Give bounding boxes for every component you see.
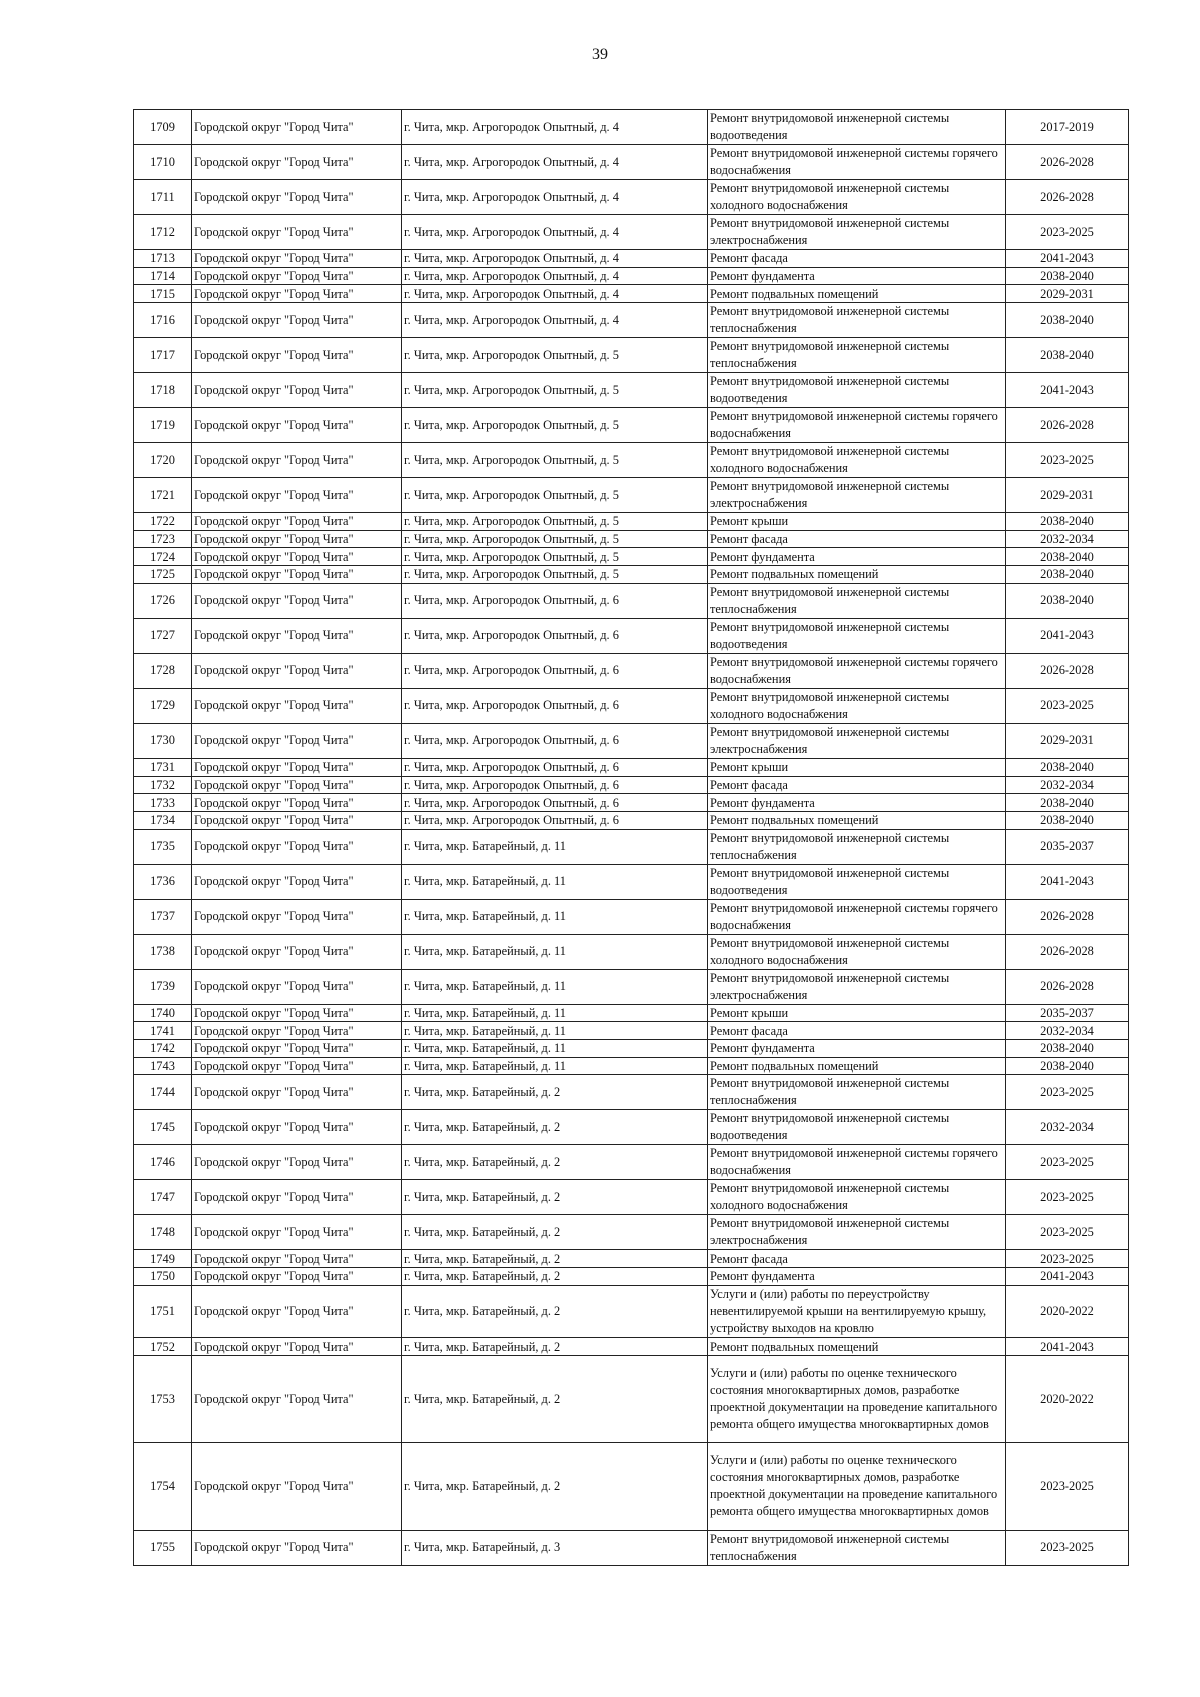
address-cell: г. Чита, мкр. Агрогородок Опытный, д. 5 xyxy=(402,373,708,408)
row-number-cell: 1736 xyxy=(134,864,192,899)
table-row xyxy=(134,969,1129,1004)
period-cell: 2038-2040 xyxy=(1006,811,1129,829)
work-type-cell: Услуги и (или) работы по оценке технического состояния многоквартирных домов, разработке проектной документации на проведение капитального ремонта общего имущества многоквартирных домов xyxy=(708,1355,1006,1442)
table-row xyxy=(134,1443,1129,1530)
period-cell: 2023-2025 xyxy=(1006,1180,1129,1215)
row-number-cell: 1747 xyxy=(134,1180,192,1215)
table-row xyxy=(134,864,1129,899)
work-type-cell: Услуги и (или) работы по оценке технического состояния многоквартирных домов, разработке проектной документации на проведение капитального ремонта общего имущества многоквартирных домов xyxy=(708,1443,1006,1530)
address-cell: г. Чита, мкр. Агрогородок Опытный, д. 5 xyxy=(402,408,708,443)
address-cell: г. Чита, мкр. Батарейный, д. 2 xyxy=(402,1443,708,1530)
table-row xyxy=(134,934,1129,969)
period-cell: 2041-2043 xyxy=(1006,373,1129,408)
row-number-cell: 1720 xyxy=(134,443,192,478)
work-type-cell: Ремонт внутридомовой инженерной системы горячего водоснабжения xyxy=(708,408,1006,443)
address-cell: г. Чита, мкр. Агрогородок Опытный, д. 5 xyxy=(402,566,708,584)
table-row xyxy=(134,1039,1129,1057)
municipality-cell: Городской округ "Город Чита" xyxy=(192,1530,402,1565)
row-number-cell: 1712 xyxy=(134,215,192,250)
work-type-cell: Ремонт фундамента xyxy=(708,267,1006,285)
municipality-cell: Городской округ "Город Чита" xyxy=(192,1250,402,1268)
work-type-cell: Ремонт внутридомовой инженерной системы теплоснабжения xyxy=(708,1075,1006,1110)
period-cell: 2038-2040 xyxy=(1006,303,1129,338)
table-row xyxy=(134,723,1129,758)
work-type-cell: Ремонт фасада xyxy=(708,776,1006,794)
table-row xyxy=(134,1285,1129,1338)
row-number-cell: 1737 xyxy=(134,899,192,934)
municipality-cell: Городской округ "Город Чита" xyxy=(192,215,402,250)
municipality-cell: Городской округ "Город Чита" xyxy=(192,145,402,180)
work-type-cell: Ремонт внутридомовой инженерной системы теплоснабжения xyxy=(708,303,1006,338)
work-type-cell: Ремонт внутридомовой инженерной системы теплоснабжения xyxy=(708,338,1006,373)
address-cell: г. Чита, мкр. Агрогородок Опытный, д. 5 xyxy=(402,548,708,566)
address-cell: г. Чита, мкр. Агрогородок Опытный, д. 4 xyxy=(402,285,708,303)
table-row xyxy=(134,1530,1129,1565)
work-type-cell: Ремонт подвальных помещений xyxy=(708,285,1006,303)
work-type-cell: Ремонт внутридомовой инженерной системы водоотведения xyxy=(708,618,1006,653)
address-cell: г. Чита, мкр. Батарейный, д. 2 xyxy=(402,1145,708,1180)
table-row xyxy=(134,653,1129,688)
address-cell: г. Чита, мкр. Батарейный, д. 11 xyxy=(402,1022,708,1040)
period-cell: 2035-2037 xyxy=(1006,829,1129,864)
municipality-cell: Городской округ "Город Чита" xyxy=(192,864,402,899)
work-type-cell: Ремонт крыши xyxy=(708,513,1006,531)
table-row xyxy=(134,583,1129,618)
period-cell: 2023-2025 xyxy=(1006,1075,1129,1110)
address-cell: г. Чита, мкр. Батарейный, д. 11 xyxy=(402,864,708,899)
work-type-cell: Ремонт внутридомовой инженерной системы горячего водоснабжения xyxy=(708,1145,1006,1180)
address-cell: г. Чита, мкр. Батарейный, д. 11 xyxy=(402,1004,708,1022)
row-number-cell: 1742 xyxy=(134,1039,192,1057)
row-number-cell: 1749 xyxy=(134,1250,192,1268)
table-row xyxy=(134,776,1129,794)
table-body xyxy=(134,110,1129,1566)
address-cell: г. Чита, мкр. Агрогородок Опытный, д. 6 xyxy=(402,723,708,758)
work-type-cell: Ремонт внутридомовой инженерной системы электроснабжения xyxy=(708,1215,1006,1250)
address-cell: г. Чита, мкр. Агрогородок Опытный, д. 4 xyxy=(402,110,708,145)
period-cell: 2020-2022 xyxy=(1006,1285,1129,1338)
work-type-cell: Ремонт внутридомовой инженерной системы холодного водоснабжения xyxy=(708,443,1006,478)
work-type-cell: Ремонт подвальных помещений xyxy=(708,1338,1006,1356)
row-number-cell: 1721 xyxy=(134,478,192,513)
period-cell: 2032-2034 xyxy=(1006,530,1129,548)
row-number-cell: 1715 xyxy=(134,285,192,303)
municipality-cell: Городской округ "Город Чита" xyxy=(192,1022,402,1040)
municipality-cell: Городской округ "Город Чита" xyxy=(192,1004,402,1022)
work-type-cell: Ремонт внутридомовой инженерной системы водоотведения xyxy=(708,110,1006,145)
address-cell: г. Чита, мкр. Батарейный, д. 11 xyxy=(402,1057,708,1075)
table-row xyxy=(134,513,1129,531)
municipality-cell: Городской округ "Город Чита" xyxy=(192,566,402,584)
address-cell: г. Чита, мкр. Агрогородок Опытный, д. 4 xyxy=(402,145,708,180)
table-row xyxy=(134,1075,1129,1110)
address-cell: г. Чита, мкр. Батарейный, д. 2 xyxy=(402,1355,708,1442)
period-cell: 2026-2028 xyxy=(1006,934,1129,969)
address-cell: г. Чита, мкр. Агрогородок Опытный, д. 6 xyxy=(402,583,708,618)
address-cell: г. Чита, мкр. Батарейный, д. 2 xyxy=(402,1268,708,1286)
period-cell: 2023-2025 xyxy=(1006,1443,1129,1530)
municipality-cell: Городской округ "Город Чита" xyxy=(192,969,402,1004)
period-cell: 2023-2025 xyxy=(1006,1250,1129,1268)
table-row xyxy=(134,408,1129,443)
table-row xyxy=(134,548,1129,566)
period-cell: 2026-2028 xyxy=(1006,653,1129,688)
table-row xyxy=(134,1110,1129,1145)
address-cell: г. Чита, мкр. Батарейный, д. 2 xyxy=(402,1075,708,1110)
address-cell: г. Чита, мкр. Агрогородок Опытный, д. 4 xyxy=(402,303,708,338)
row-number-cell: 1719 xyxy=(134,408,192,443)
table-row xyxy=(134,267,1129,285)
address-cell: г. Чита, мкр. Батарейный, д. 3 xyxy=(402,1530,708,1565)
row-number-cell: 1711 xyxy=(134,180,192,215)
period-cell: 2032-2034 xyxy=(1006,1022,1129,1040)
period-cell: 2023-2025 xyxy=(1006,1215,1129,1250)
table-row xyxy=(134,1180,1129,1215)
work-type-cell: Ремонт внутридомовой инженерной системы холодного водоснабжения xyxy=(708,180,1006,215)
row-number-cell: 1743 xyxy=(134,1057,192,1075)
row-number-cell: 1724 xyxy=(134,548,192,566)
address-cell: г. Чита, мкр. Батарейный, д. 2 xyxy=(402,1215,708,1250)
row-number-cell: 1725 xyxy=(134,566,192,584)
table-row xyxy=(134,1215,1129,1250)
row-number-cell: 1755 xyxy=(134,1530,192,1565)
row-number-cell: 1718 xyxy=(134,373,192,408)
period-cell: 2029-2031 xyxy=(1006,723,1129,758)
row-number-cell: 1726 xyxy=(134,583,192,618)
work-type-cell: Ремонт внутридомовой инженерной системы теплоснабжения xyxy=(708,829,1006,864)
table-row xyxy=(134,829,1129,864)
period-cell: 2026-2028 xyxy=(1006,899,1129,934)
row-number-cell: 1733 xyxy=(134,794,192,812)
municipality-cell: Городской округ "Город Чита" xyxy=(192,1443,402,1530)
table-row xyxy=(134,899,1129,934)
address-cell: г. Чита, мкр. Батарейный, д. 11 xyxy=(402,1039,708,1057)
work-type-cell: Ремонт фундамента xyxy=(708,794,1006,812)
work-type-cell: Ремонт фундамента xyxy=(708,1039,1006,1057)
municipality-cell: Городской округ "Город Чита" xyxy=(192,1355,402,1442)
work-type-cell: Ремонт фасада xyxy=(708,530,1006,548)
row-number-cell: 1745 xyxy=(134,1110,192,1145)
repair-schedule-table xyxy=(133,109,1129,1566)
municipality-cell: Городской округ "Город Чита" xyxy=(192,267,402,285)
address-cell: г. Чита, мкр. Батарейный, д. 2 xyxy=(402,1250,708,1268)
period-cell: 2038-2040 xyxy=(1006,267,1129,285)
address-cell: г. Чита, мкр. Агрогородок Опытный, д. 4 xyxy=(402,180,708,215)
municipality-cell: Городской округ "Город Чита" xyxy=(192,583,402,618)
work-type-cell: Ремонт фасада xyxy=(708,1250,1006,1268)
row-number-cell: 1735 xyxy=(134,829,192,864)
row-number-cell: 1744 xyxy=(134,1075,192,1110)
table-row xyxy=(134,285,1129,303)
period-cell: 2035-2037 xyxy=(1006,1004,1129,1022)
municipality-cell: Городской округ "Город Чита" xyxy=(192,180,402,215)
address-cell: г. Чита, мкр. Агрогородок Опытный, д. 4 xyxy=(402,250,708,268)
municipality-cell: Городской округ "Город Чита" xyxy=(192,478,402,513)
period-cell: 2038-2040 xyxy=(1006,758,1129,776)
row-number-cell: 1723 xyxy=(134,530,192,548)
municipality-cell: Городской округ "Город Чита" xyxy=(192,513,402,531)
work-type-cell: Ремонт внутридомовой инженерной системы горячего водоснабжения xyxy=(708,653,1006,688)
address-cell: г. Чита, мкр. Агрогородок Опытный, д. 6 xyxy=(402,758,708,776)
period-cell: 2038-2040 xyxy=(1006,1057,1129,1075)
row-number-cell: 1741 xyxy=(134,1022,192,1040)
row-number-cell: 1754 xyxy=(134,1443,192,1530)
row-number-cell: 1753 xyxy=(134,1355,192,1442)
row-number-cell: 1751 xyxy=(134,1285,192,1338)
municipality-cell: Городской округ "Город Чита" xyxy=(192,934,402,969)
municipality-cell: Городской округ "Город Чита" xyxy=(192,285,402,303)
municipality-cell: Городской округ "Город Чита" xyxy=(192,373,402,408)
municipality-cell: Городской округ "Город Чита" xyxy=(192,829,402,864)
municipality-cell: Городской округ "Город Чита" xyxy=(192,110,402,145)
table-row xyxy=(134,794,1129,812)
municipality-cell: Городской округ "Город Чита" xyxy=(192,1215,402,1250)
row-number-cell: 1732 xyxy=(134,776,192,794)
work-type-cell: Ремонт внутридомовой инженерной системы электроснабжения xyxy=(708,969,1006,1004)
table-row xyxy=(134,373,1129,408)
address-cell: г. Чита, мкр. Агрогородок Опытный, д. 6 xyxy=(402,688,708,723)
municipality-cell: Городской округ "Город Чита" xyxy=(192,776,402,794)
municipality-cell: Городской округ "Город Чита" xyxy=(192,794,402,812)
work-type-cell: Ремонт внутридомовой инженерной системы холодного водоснабжения xyxy=(708,1180,1006,1215)
work-type-cell: Ремонт внутридомовой инженерной системы электроснабжения xyxy=(708,215,1006,250)
row-number-cell: 1739 xyxy=(134,969,192,1004)
municipality-cell: Городской округ "Город Чита" xyxy=(192,1075,402,1110)
address-cell: г. Чита, мкр. Батарейный, д. 11 xyxy=(402,969,708,1004)
address-cell: г. Чита, мкр. Агрогородок Опытный, д. 6 xyxy=(402,618,708,653)
table-row xyxy=(134,530,1129,548)
municipality-cell: Городской округ "Город Чита" xyxy=(192,618,402,653)
row-number-cell: 1714 xyxy=(134,267,192,285)
work-type-cell: Ремонт внутридомовой инженерной системы теплоснабжения xyxy=(708,583,1006,618)
address-cell: г. Чита, мкр. Агрогородок Опытный, д. 5 xyxy=(402,443,708,478)
table-row xyxy=(134,1004,1129,1022)
row-number-cell: 1728 xyxy=(134,653,192,688)
table-row xyxy=(134,1145,1129,1180)
table-row xyxy=(134,338,1129,373)
table-row xyxy=(134,1022,1129,1040)
address-cell: г. Чита, мкр. Батарейный, д. 11 xyxy=(402,899,708,934)
row-number-cell: 1748 xyxy=(134,1215,192,1250)
period-cell: 2023-2025 xyxy=(1006,1530,1129,1565)
row-number-cell: 1752 xyxy=(134,1338,192,1356)
table-row xyxy=(134,811,1129,829)
table-row xyxy=(134,145,1129,180)
row-number-cell: 1738 xyxy=(134,934,192,969)
address-cell: г. Чита, мкр. Агрогородок Опытный, д. 5 xyxy=(402,513,708,531)
municipality-cell: Городской округ "Город Чита" xyxy=(192,811,402,829)
address-cell: г. Чита, мкр. Батарейный, д. 2 xyxy=(402,1110,708,1145)
municipality-cell: Городской округ "Город Чита" xyxy=(192,548,402,566)
work-type-cell: Ремонт крыши xyxy=(708,758,1006,776)
period-cell: 2041-2043 xyxy=(1006,250,1129,268)
work-type-cell: Ремонт внутридомовой инженерной системы холодного водоснабжения xyxy=(708,934,1006,969)
address-cell: г. Чита, мкр. Агрогородок Опытный, д. 5 xyxy=(402,338,708,373)
municipality-cell: Городской округ "Город Чита" xyxy=(192,1110,402,1145)
municipality-cell: Городской округ "Город Чита" xyxy=(192,688,402,723)
period-cell: 2041-2043 xyxy=(1006,618,1129,653)
work-type-cell: Ремонт подвальных помещений xyxy=(708,566,1006,584)
period-cell: 2038-2040 xyxy=(1006,1039,1129,1057)
work-type-cell: Ремонт внутридомовой инженерной системы горячего водоснабжения xyxy=(708,145,1006,180)
period-cell: 2041-2043 xyxy=(1006,864,1129,899)
work-type-cell: Ремонт внутридомовой инженерной системы водоотведения xyxy=(708,1110,1006,1145)
table-row xyxy=(134,1355,1129,1442)
municipality-cell: Городской округ "Город Чита" xyxy=(192,250,402,268)
work-type-cell: Ремонт внутридомовой инженерной системы водоотведения xyxy=(708,864,1006,899)
period-cell: 2023-2025 xyxy=(1006,688,1129,723)
table-row xyxy=(134,110,1129,145)
period-cell: 2029-2031 xyxy=(1006,285,1129,303)
period-cell: 2023-2025 xyxy=(1006,1145,1129,1180)
table-row xyxy=(134,758,1129,776)
period-cell: 2038-2040 xyxy=(1006,566,1129,584)
table-row xyxy=(134,1057,1129,1075)
row-number-cell: 1709 xyxy=(134,110,192,145)
table-row xyxy=(134,566,1129,584)
work-type-cell: Ремонт крыши xyxy=(708,1004,1006,1022)
municipality-cell: Городской округ "Город Чита" xyxy=(192,1180,402,1215)
period-cell: 2041-2043 xyxy=(1006,1268,1129,1286)
work-type-cell: Ремонт внутридомовой инженерной системы теплоснабжения xyxy=(708,1530,1006,1565)
address-cell: г. Чита, мкр. Агрогородок Опытный, д. 5 xyxy=(402,530,708,548)
work-type-cell: Ремонт фундамента xyxy=(708,1268,1006,1286)
municipality-cell: Городской округ "Город Чита" xyxy=(192,899,402,934)
address-cell: г. Чита, мкр. Агрогородок Опытный, д. 5 xyxy=(402,478,708,513)
period-cell: 2038-2040 xyxy=(1006,583,1129,618)
page-number: 39 xyxy=(592,46,608,63)
row-number-cell: 1740 xyxy=(134,1004,192,1022)
row-number-cell: 1734 xyxy=(134,811,192,829)
work-type-cell: Ремонт фасада xyxy=(708,250,1006,268)
address-cell: г. Чита, мкр. Батарейный, д. 11 xyxy=(402,934,708,969)
row-number-cell: 1750 xyxy=(134,1268,192,1286)
work-type-cell: Ремонт внутридомовой инженерной системы холодного водоснабжения xyxy=(708,688,1006,723)
address-cell: г. Чита, мкр. Агрогородок Опытный, д. 4 xyxy=(402,267,708,285)
municipality-cell: Городской округ "Город Чита" xyxy=(192,653,402,688)
table-row xyxy=(134,303,1129,338)
table-row xyxy=(134,215,1129,250)
period-cell: 2023-2025 xyxy=(1006,215,1129,250)
period-cell: 2026-2028 xyxy=(1006,969,1129,1004)
period-cell: 2026-2028 xyxy=(1006,180,1129,215)
row-number-cell: 1729 xyxy=(134,688,192,723)
address-cell: г. Чита, мкр. Батарейный, д. 11 xyxy=(402,829,708,864)
work-type-cell: Ремонт подвальных помещений xyxy=(708,811,1006,829)
table-row xyxy=(134,478,1129,513)
address-cell: г. Чита, мкр. Агрогородок Опытный, д. 6 xyxy=(402,776,708,794)
address-cell: г. Чита, мкр. Батарейный, д. 2 xyxy=(402,1180,708,1215)
period-cell: 2017-2019 xyxy=(1006,110,1129,145)
municipality-cell: Городской округ "Город Чита" xyxy=(192,1057,402,1075)
period-cell: 2032-2034 xyxy=(1006,776,1129,794)
municipality-cell: Городской округ "Город Чита" xyxy=(192,1285,402,1338)
period-cell: 2023-2025 xyxy=(1006,443,1129,478)
municipality-cell: Городской округ "Город Чита" xyxy=(192,530,402,548)
period-cell: 2026-2028 xyxy=(1006,408,1129,443)
row-number-cell: 1722 xyxy=(134,513,192,531)
table-row xyxy=(134,1268,1129,1286)
municipality-cell: Городской округ "Город Чита" xyxy=(192,1145,402,1180)
table-row xyxy=(134,443,1129,478)
period-cell: 2038-2040 xyxy=(1006,513,1129,531)
period-cell: 2041-2043 xyxy=(1006,1338,1129,1356)
table-row xyxy=(134,618,1129,653)
row-number-cell: 1730 xyxy=(134,723,192,758)
period-cell: 2029-2031 xyxy=(1006,478,1129,513)
row-number-cell: 1727 xyxy=(134,618,192,653)
address-cell: г. Чита, мкр. Батарейный, д. 2 xyxy=(402,1338,708,1356)
period-cell: 2038-2040 xyxy=(1006,548,1129,566)
address-cell: г. Чита, мкр. Агрогородок Опытный, д. 4 xyxy=(402,215,708,250)
address-cell: г. Чита, мкр. Батарейный, д. 2 xyxy=(402,1285,708,1338)
work-type-cell: Ремонт внутридомовой инженерной системы электроснабжения xyxy=(708,723,1006,758)
address-cell: г. Чита, мкр. Агрогородок Опытный, д. 6 xyxy=(402,811,708,829)
table-row xyxy=(134,1250,1129,1268)
period-cell: 2026-2028 xyxy=(1006,145,1129,180)
work-type-cell: Ремонт фасада xyxy=(708,1022,1006,1040)
work-type-cell: Ремонт внутридомовой инженерной системы электроснабжения xyxy=(708,478,1006,513)
municipality-cell: Городской округ "Город Чита" xyxy=(192,1039,402,1057)
table-row xyxy=(134,250,1129,268)
work-type-cell: Ремонт внутридомовой инженерной системы водоотведения xyxy=(708,373,1006,408)
table-row xyxy=(134,180,1129,215)
row-number-cell: 1713 xyxy=(134,250,192,268)
municipality-cell: Городской округ "Город Чита" xyxy=(192,723,402,758)
period-cell: 2038-2040 xyxy=(1006,794,1129,812)
row-number-cell: 1731 xyxy=(134,758,192,776)
address-cell: г. Чита, мкр. Агрогородок Опытный, д. 6 xyxy=(402,794,708,812)
row-number-cell: 1746 xyxy=(134,1145,192,1180)
row-number-cell: 1716 xyxy=(134,303,192,338)
work-type-cell: Ремонт внутридомовой инженерной системы горячего водоснабжения xyxy=(708,899,1006,934)
work-type-cell: Ремонт подвальных помещений xyxy=(708,1057,1006,1075)
municipality-cell: Городской округ "Город Чита" xyxy=(192,408,402,443)
municipality-cell: Городской округ "Город Чита" xyxy=(192,1268,402,1286)
municipality-cell: Городской округ "Город Чита" xyxy=(192,338,402,373)
municipality-cell: Городской округ "Город Чита" xyxy=(192,1338,402,1356)
row-number-cell: 1710 xyxy=(134,145,192,180)
period-cell: 2038-2040 xyxy=(1006,338,1129,373)
period-cell: 2020-2022 xyxy=(1006,1355,1129,1442)
period-cell: 2032-2034 xyxy=(1006,1110,1129,1145)
work-type-cell: Ремонт фундамента xyxy=(708,548,1006,566)
work-type-cell: Услуги и (или) работы по переустройству невентилируемой крыши на вентилируемую крышу, устройству выходов на кровлю xyxy=(708,1285,1006,1338)
address-cell: г. Чита, мкр. Агрогородок Опытный, д. 6 xyxy=(402,653,708,688)
table-row xyxy=(134,1338,1129,1356)
municipality-cell: Городской округ "Город Чита" xyxy=(192,758,402,776)
table-row xyxy=(134,688,1129,723)
municipality-cell: Городской округ "Город Чита" xyxy=(192,443,402,478)
municipality-cell: Городской округ "Город Чита" xyxy=(192,303,402,338)
row-number-cell: 1717 xyxy=(134,338,192,373)
